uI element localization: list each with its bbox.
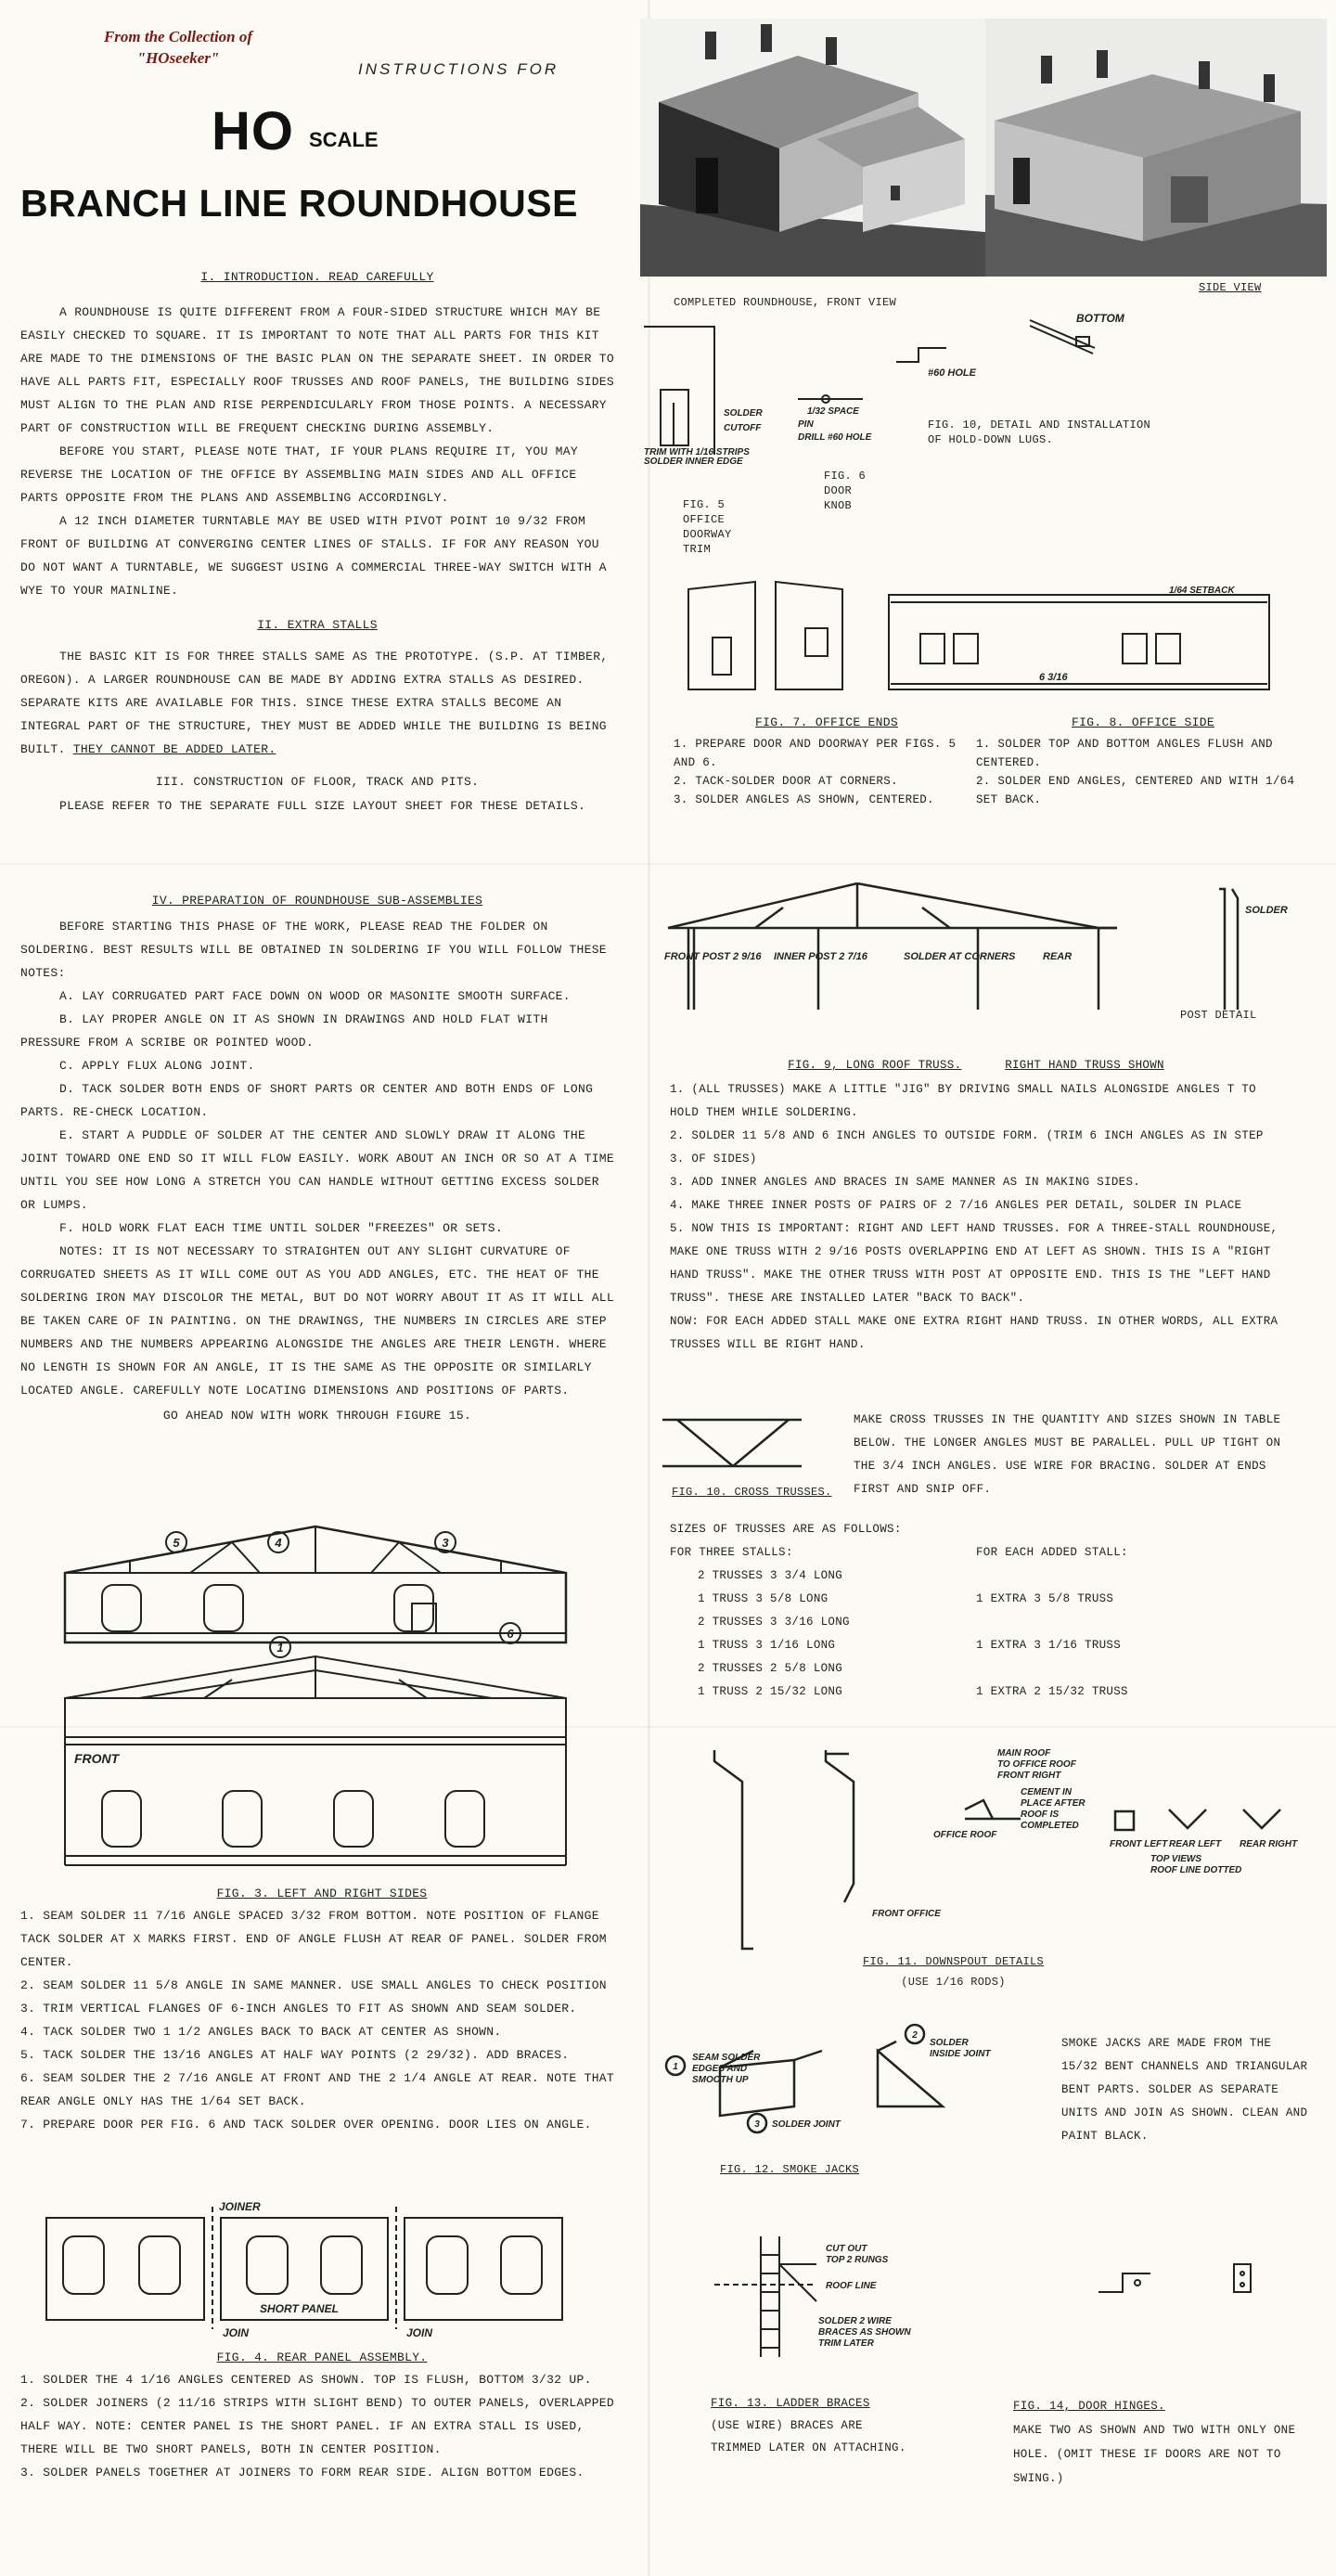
fig3-front-label: FRONT: [74, 1751, 120, 1766]
join-label: JOIN: [406, 2326, 433, 2338]
fig9-caption-2: RIGHT HAND TRUSS SHOWN: [1005, 1059, 1164, 1072]
fig6-caption: FIG. 6 DOOR KNOB: [824, 470, 867, 512]
step-item: 5. NOW THIS IS IMPORTANT: RIGHT AND LEFT HAND TRUSSES. FOR A THREE-STALL ROUNDHOUSE, MAKE ONE TRUSS WITH 2 9/16 POSTS OVERLAPPING END AT LEFT AS SHOWN. THIS IS A "RIGHT HAND TRUSS". MAKE THE OTHER TRUSS WITH POST AT OPPOSITE END. THIS IS THE "LEFT HAND TRUSS". THESE ARE INSTALLED LATER "BACK TO BACK".: [670, 1222, 1278, 1305]
list-item: 1 EXTRA 3 5/8 TRUSS: [976, 1592, 1114, 1605]
fig11-label: PLACE AFTER: [1021, 1798, 1086, 1809]
fig9-label: REAR: [1043, 951, 1073, 962]
step-item: 7. PREPARE DOOR PER FIG. 6 AND TACK SOLDER OVER OPENING. DOOR LIES ON ANGLE.: [20, 2118, 592, 2132]
ho-label: HO: [212, 101, 294, 161]
fig9-block: [670, 1056, 1282, 1357]
fig13-label: TRIM LATER: [818, 2338, 874, 2349]
fig5-caption: FIG. 5 OFFICE DOORWAY TRIM: [683, 498, 732, 556]
fig11-caption-block: [863, 1954, 1044, 1990]
paragraph: THE BASIC KIT IS FOR THREE STALLS SAME AS THE PROTOTYPE. (S.P. AT TIMBER, OREGON). A LARGER ROUNDHOUSE CAN BE MADE BY ADDING EXTRA STALLS AS DESIRED. SEPARATE KITS ARE AVAILABLE FOR THIS. SINCE THESE EXTRA STALLS BECOME AN INTEGRAL PART OF THE STRUCTURE, THEY MUST BE ADDED WHILE THE BUILDING IS BEING BUILT. THEY CANNOT BE ADDED LATER.: [20, 650, 609, 756]
step-item: 2. TACK-SOLDER DOOR AT CORNERS.: [674, 775, 898, 788]
fig10-detail-caption: FIG. 10, DETAIL AND INSTALLATION OF HOLD-DOWN LUGS.: [928, 419, 1151, 446]
instructions-for: INSTRUCTIONS FOR: [358, 60, 559, 78]
fig13-caption: FIG. 13. LADDER BRACES: [711, 2397, 870, 2410]
step-item: 1. SOLDER TOP AND BOTTOM ANGLES FLUSH AND CENTERED.: [976, 738, 1273, 769]
fig12-label: EDGES AND: [692, 2064, 748, 2074]
go-ahead-note: GO AHEAD NOW WITH WORK THROUGH FIGURE 15.: [162, 1409, 472, 1423]
fig8-block: [976, 713, 1310, 809]
fig9-svg: [662, 870, 1312, 1028]
svg-text:2: 2: [912, 2030, 918, 2041]
fig5-fig6-drawing: [640, 325, 891, 469]
front-view-caption: COMPLETED ROUNDHOUSE, FRONT VIEW: [674, 296, 897, 309]
side-view-caption: SIDE VIEW: [1199, 281, 1262, 294]
scale-label: SCALE: [309, 128, 379, 151]
fig14-drawing: [1095, 2255, 1317, 2325]
fig5-label: TRIM WITH 1/16 STRIPS: [644, 447, 750, 457]
fig11-label: FRONT RIGHT: [997, 1771, 1061, 1781]
step-item: 3. ADD INNER ANGLES AND BRACES IN SAME MANNER AS IN MAKING SIDES.: [670, 1176, 1141, 1189]
fig11-label: ROOF IS: [1021, 1810, 1060, 1820]
short-panel-label: SHORT PANEL: [260, 2302, 339, 2315]
fig6-label: DRILL #60 HOLE: [798, 432, 872, 443]
fold-line: [0, 863, 1336, 865]
step-item: 1. PREPARE DOOR AND DOORWAY PER FIGS. 5 AND 6.: [674, 738, 957, 769]
fig6-label: 1/32 SPACE: [807, 406, 859, 417]
fig7-fig8-drawing: [687, 580, 1280, 701]
list-item: 2 TRUSSES 2 5/8 LONG: [698, 1662, 843, 1675]
note-item: F. HOLD WORK FLAT EACH TIME UNTIL SOLDER "FREEZES" OR SETS.: [59, 1221, 503, 1235]
post-detail-label: POST DETAIL: [1180, 1009, 1257, 1022]
fig7-svg: [687, 580, 1280, 696]
fig13-svg: [714, 2227, 993, 2366]
fig13-label: CUT OUT: [826, 2244, 867, 2254]
paragraph: PLEASE REFER TO THE SEPARATE FULL SIZE LAYOUT SHEET FOR THESE DETAILS.: [59, 799, 586, 813]
fig13-drawing: [714, 2227, 993, 2371]
bottom-label: BOTTOM: [1076, 312, 1124, 325]
fig12-text: SMOKE JACKS ARE MADE FROM THE 15/32 BENT CHANNELS AND TRIANGULAR BENT PARTS. SOLDER AS SEPARATE UNITS AND JOIN AS SHOWN. CLEAN AND PAINT BLACK.: [1061, 2037, 1308, 2143]
svg-text:3: 3: [442, 1536, 449, 1550]
fig5-label: CUTOFF: [724, 423, 762, 433]
fig3-caption: FIG. 3. LEFT AND RIGHT SIDES: [216, 1887, 428, 1900]
fig7-steps: [674, 735, 980, 809]
fig14-block: [1013, 2394, 1319, 2491]
fig11-label: TOP VIEWS: [1150, 1854, 1202, 1864]
fig10-svg: [659, 1410, 807, 1485]
page-title: BRANCH LINE ROUNDHOUSE: [20, 182, 578, 225]
fig8-label: 6 3/16: [1039, 672, 1068, 683]
note-item: D. TACK SOLDER BOTH ENDS OF SHORT PARTS OR CENTER AND BOTH ENDS OF LONG PARTS. RE-CHECK LOCATION.: [20, 1082, 594, 1119]
step-item: 1. SEAM SOLDER 11 7/16 ANGLE SPACED 3/32 FROM BOTTOM. NOTE POSITION OF FLANGE TACK SOLDER AT X MARKS FIRST. END OF ANGLE FLUSH AT REAR OF PANEL. SOLDER FROM CENTER.: [20, 1909, 607, 1969]
fig11-label: ROOF LINE DOTTED: [1150, 1865, 1242, 1875]
fig8-label: 1/64 SETBACK: [1169, 586, 1235, 596]
fig11-label: CEMENT IN: [1021, 1787, 1072, 1797]
paragraph: BEFORE STARTING THIS PHASE OF THE WORK, PLEASE READ THE FOLDER ON SOLDERING. BEST RESULTS WILL BE OBTAINED IN SOLDERING IF YOU WILL FOLLOW THESE NOTES:: [20, 920, 607, 980]
fig11-svg: [687, 1745, 1317, 1967]
fig10-detail-svg: [891, 311, 1132, 394]
fig12-label: SOLDER JOINT: [772, 2119, 841, 2130]
notes-paragraph: NOTES: IT IS NOT NECESSARY TO STRAIGHTEN OUT ANY SLIGHT CURVATURE OF CORRUGATED SHEETS AS IT WILL COME OUT AS YOU ADD ANGLES, ETC. THE HEAT OF THE SOLDERING IRON MAY DISCOLOR THE METAL, BUT DO NOT WORRY ABOUT IT AS IT WILL ALL BE TAKEN CARE OF IN PAINTING. ON THE DRAWINGS, THE NUMBERS IN CIRCLES ARE STEP NUMBERS AND THE NUMBERS APPEARING ALONGSIDE THE ANGLES ARE THEIR LENGTH. WHERE NO LENGTH IS SHOWN FOR AN ANGLE, IT IS THE SAME AS THE OPPOSITE OR SIMILARLY LOCATED ANGLE. CAREFULLY NOTE LOCATING DIMENSIONS AND POSITIONS OF PARTS.: [20, 1244, 614, 1397]
fig13-block: [711, 2392, 906, 2459]
fig12-label: SOLDER: [930, 2038, 969, 2048]
step-item: 2. SOLDER END ANGLES, CENTERED AND WITH 1/64 SET BACK.: [976, 775, 1295, 806]
fig4-caption: FIG. 4. REAR PANEL ASSEMBLY.: [216, 2351, 428, 2364]
truss-sizes: [670, 1518, 1301, 1704]
fig12-label: SMOOTH UP: [692, 2075, 749, 2085]
fig4-steps: [20, 2368, 623, 2484]
fig11-label: REAR RIGHT: [1240, 1839, 1298, 1849]
fig14-text: HOLE. (OMIT THESE IF DOORS ARE NOT TO: [1013, 2448, 1281, 2461]
fig11-subcaption: (USE 1/16 RODS): [901, 1976, 1006, 1989]
roundhouse-photo: [640, 19, 985, 277]
fig13-label: ROOF LINE: [826, 2281, 877, 2291]
list-item: 1 EXTRA 3 1/16 TRUSS: [976, 1639, 1122, 1652]
fig10-detail-drawing: [891, 311, 1132, 399]
fig13-text: TRIMMED LATER ON ATTACHING.: [711, 2441, 906, 2454]
fig10-caption: FIG. 10. CROSS TRUSSES.: [672, 1486, 832, 1499]
list-item: 1 TRUSS 3 1/16 LONG: [698, 1639, 836, 1652]
list-item: 1 EXTRA 2 15/32 TRUSS: [976, 1685, 1128, 1698]
paragraph: BEFORE YOU START, PLEASE NOTE THAT, IF YOUR PLANS REQUIRE IT, YOU MAY REVERSE THE LOCATION OF THE OFFICE BY ASSEMBLING MAIN SIDES AND ALL OFFICE PARTS OPPOSITE FROM THE PLANS AND ASSEMBLING ACCORDINGLY.: [20, 444, 578, 505]
fig3-svg: [37, 1522, 594, 1884]
fig9-label: FRONT POST 2 9/16: [664, 951, 762, 962]
note-item: B. LAY PROPER ANGLE ON IT AS SHOWN IN DRAWINGS AND HOLD FLAT WITH PRESSURE FROM A SCRIBE OR POINTED WOOD.: [20, 1012, 548, 1050]
section-title: I. INTRODUCTION. READ CAREFULLY: [200, 270, 434, 284]
step-item: 5. TACK SOLDER THE 13/16 ANGLES AT HALF WAY POINTS (2 29/32). ADD BRACES.: [20, 2048, 570, 2062]
fig5-label: SOLDER: [724, 408, 763, 419]
step-item: 3. SOLDER ANGLES AS SHOWN, CENTERED.: [674, 793, 934, 806]
step-item: NOW: FOR EACH ADDED STALL MAKE ONE EXTRA RIGHT HAND TRUSS. IN OTHER WORDS, ALL EXTRA TRUSSES WILL BE RIGHT HAND.: [670, 1315, 1278, 1351]
svg-text:4: 4: [275, 1536, 282, 1550]
photo-front-view: [640, 19, 985, 277]
step-item: 2. SOLDER 11 5/8 AND 6 INCH ANGLES TO OUTSIDE FORM. (TRIM 6 INCH ANGLES AS IN STEP 3. OF SIDES): [670, 1129, 1264, 1166]
note-item: A. LAY CORRUGATED PART FACE DOWN ON WOOD OR MASONITE SMOOTH SURFACE.: [59, 989, 571, 1003]
fig8-steps: [976, 735, 1310, 809]
section-introduction: [20, 267, 614, 818]
fig3-drawing: [37, 1522, 594, 1888]
step-item: 6. SEAM SOLDER THE 2 7/16 ANGLE AT FRONT AND THE 2 1/4 ANGLE AT REAR. NOTE THAT REAR ANGLE ONLY HAS THE 1/64 SET BACK.: [20, 2071, 614, 2108]
fig7-caption: FIG. 7. OFFICE ENDS: [755, 715, 898, 729]
fig14-text: MAKE TWO AS SHOWN AND TWO WITH ONLY ONE: [1013, 2424, 1296, 2437]
paragraph: A 12 INCH DIAMETER TURNTABLE MAY BE USED WITH PIVOT POINT 10 9/32 FROM FRONT OF BUILDING AT CONVERGING CENTER LINES OF STALLS. IF FOR ANY REASON YOU DO NOT WANT A TURNTABLE, WE SUGGEST USING A COMMERCIAL THREE-WAY SWITCH WITH A WYE TO YOUR MAINLINE.: [20, 514, 607, 598]
fig13-text: (USE WIRE) BRACES ARE: [711, 2419, 863, 2432]
step-item: 1. SOLDER THE 4 1/16 ANGLES CENTERED AS SHOWN. TOP IS FLUSH, BOTTOM 3/32 UP.: [20, 2373, 592, 2387]
section-title: II. EXTRA STALLS: [257, 618, 378, 632]
step-item: 2. SOLDER JOINERS (2 11/16 STRIPS WITH SLIGHT BEND) TO OUTER PANELS, OVERLAPPED HALF WAY. NOTE: CENTER PANEL IS THE SHORT PANEL. IF AN EXTRA STALL IS USED, THERE WILL BE TWO SHORT PANELS, BOTH IN CENTER POSITION.: [20, 2396, 614, 2456]
join-label: JOIN: [223, 2326, 250, 2338]
fig9-label: SOLDER AT CORNERS: [904, 951, 1016, 962]
fig10-text: MAKE CROSS TRUSSES IN THE QUANTITY AND SIZES SHOWN IN TABLE BELOW. THE LONGER ANGLES MUST BE PARALLEL. PULL UP TIGHT ON THE 3/4 INCH ANGLES. USE WIRE FOR BRACING. SOLDER AT ENDS FIRST AND SNIP OFF.: [854, 1413, 1281, 1496]
fig13-label: SOLDER 2 WIRE: [818, 2316, 892, 2326]
note-item: C. APPLY FLUX ALONG JOINT.: [59, 1059, 255, 1073]
fig13-label: TOP 2 RUNGS: [826, 2255, 889, 2265]
list-item: 2 TRUSSES 3 3/4 LONG: [698, 1569, 843, 1582]
fig11-drawing: [687, 1745, 1317, 1972]
photo-side-view: [985, 19, 1327, 277]
fig12-label: SEAM SOLDER: [692, 2053, 761, 2063]
fig12-svg: [664, 2023, 1035, 2144]
three-stall-list: FOR THREE STALLS: 2 TRUSSES 3 3/4 LONG 1 TRUSS 3 5/8 LONG 2 TRUSSES 3 3/16 LONG 1 TRUSS 3 1/16 LONG 2 TRUSSES 2 5/8 LONG 1 TRUSS 2 15/32 LONG: [670, 1541, 976, 1704]
fig9-label: SOLDER: [1245, 905, 1288, 916]
fig5-label: SOLDER INNER EDGE: [644, 457, 743, 464]
svg-text:1: 1: [673, 2062, 678, 2072]
svg-text:5: 5: [173, 1536, 180, 1550]
joiner-label: JOINER: [219, 2200, 261, 2213]
fig14-caption: FIG. 14, DOOR HINGES.: [1013, 2400, 1165, 2413]
fig11-label: MAIN ROOF: [997, 1748, 1051, 1758]
section-title: III. CONSTRUCTION OF FLOOR, TRACK AND PITS.: [155, 775, 480, 789]
step-item: 3. TRIM VERTICAL FLANGES OF 6-INCH ANGLES TO FIT AS SHOWN AND SEAM SOLDER.: [20, 2002, 577, 2016]
hole-label: #60 HOLE: [928, 367, 976, 379]
step-item: 4. TACK SOLDER TWO 1 1/2 ANGLES BACK TO BACK AT CENTER AS SHOWN.: [20, 2025, 502, 2039]
fig3-block: [20, 1884, 623, 2136]
collection-stamp: From the Collection of "HOseeker": [103, 28, 253, 67]
section-preparation: [20, 891, 614, 1426]
fig7-block: [674, 713, 980, 809]
fig4-drawing: [37, 2199, 575, 2343]
step-item: 1. (ALL TRUSSES) MAKE A LITTLE "JIG" BY DRIVING SMALL NAILS ALONGSIDE ANGLES T TO HOLD THEM WHILE SOLDERING.: [670, 1083, 1256, 1119]
fig14-text: SWING.): [1013, 2472, 1064, 2485]
fig11-label: FRONT OFFICE: [872, 1909, 941, 1919]
fig4-block: [20, 2348, 623, 2484]
step-item: 3. SOLDER PANELS TOGETHER AT JOINERS TO FORM REAR SIDE. ALIGN BOTTOM EDGES.: [20, 2466, 584, 2479]
list-item: 1 TRUSS 2 15/32 LONG: [698, 1685, 843, 1698]
fig9-label: INNER POST 2 7/16: [774, 951, 867, 962]
fig11-caption: FIG. 11. DOWNSPOUT DETAILS: [863, 1955, 1045, 1968]
svg-text:3: 3: [754, 2119, 760, 2130]
fig6-label: PIN: [798, 419, 814, 430]
svg-text:6: 6: [507, 1627, 514, 1641]
fig12-label: INSIDE JOINT: [930, 2049, 991, 2059]
fig3-steps: [20, 1904, 623, 2136]
fig10-drawing: [659, 1410, 807, 1489]
step-item: 2. SEAM SOLDER 11 5/8 ANGLE IN SAME MANNER. USE SMALL ANGLES TO CHECK POSITION: [20, 1978, 607, 1992]
fig4-svg: [37, 2199, 575, 2338]
fig14-svg: [1095, 2255, 1317, 2320]
added-stall-list: FOR EACH ADDED STALL: 1 EXTRA 3 5/8 TRUSS 1 EXTRA 3 1/16 TRUSS 1 EXTRA 2 15/32 TRUSS: [976, 1541, 1128, 1704]
svg-text:1: 1: [276, 1641, 284, 1655]
fig11-label: OFFICE ROOF: [933, 1830, 997, 1840]
truss-sizes-title: SIZES OF TRUSSES ARE AS FOLLOWS:: [670, 1523, 902, 1536]
list-item: 2 TRUSSES 3 3/16 LONG: [698, 1616, 850, 1629]
note-item: E. START A PUDDLE OF SOLDER AT THE CENTER AND SLOWLY DRAW IT ALONG THE JOINT TOWARD ONE END SO IT WILL FLOW EASILY. WORK ABOUT AN INCH OR SO AT A TIME UNTIL YOU SEE HOW LONG A STRETCH YOU CAN HANDLE WITHOUT GETTING EXCESS SOLDER OR LUMPS.: [20, 1128, 614, 1212]
fig12-caption: FIG. 12. SMOKE JACKS: [720, 2163, 860, 2176]
fig9-steps: [670, 1078, 1282, 1357]
paragraph: A ROUNDHOUSE IS QUITE DIFFERENT FROM A FOUR-SIDED STRUCTURE WHICH MAY BE EASILY CHECKED TO SQUARE. IT IS IMPORTANT TO NOTE THAT ALL PARTS FOR THIS KIT ARE MADE TO THE DIMENSIONS OF THE BASIC PLAN ON THE SEPARATE SHEET. IN ORDER TO HAVE ALL PARTS FIT, ESPECIALLY ROOF TRUSSES AND ROOF PANELS, THE BUILDING SIDES MUST ALIGN TO THE PLAN AND RISE PERPENDICULARLY FROM THOSE POINTS. A NECESSARY PART OF CONSTRUCTION WILL BE FREQUENT CHECKING DURING ASSEMBLY.: [20, 305, 614, 435]
fig11-label: REAR LEFT: [1169, 1839, 1222, 1849]
roundhouse-photo: [985, 19, 1327, 277]
fig11-label: FRONT LEFT: [1110, 1839, 1168, 1849]
fig12-drawing: [664, 2023, 1035, 2148]
fig9-caption: FIG. 9, LONG ROOF TRUSS.: [788, 1059, 962, 1072]
fig5-svg: [640, 325, 891, 464]
list-item: 1 TRUSS 3 5/8 LONG: [698, 1592, 829, 1605]
fig11-label: COMPLETED: [1021, 1821, 1079, 1831]
section-title: IV. PREPARATION OF ROUNDHOUSE SUB-ASSEMBLIES: [151, 894, 483, 908]
fig11-label: TO OFFICE ROOF: [997, 1759, 1076, 1770]
fig13-label: BRACES AS SHOWN: [818, 2327, 911, 2338]
fig8-caption: FIG. 8. OFFICE SIDE: [1072, 715, 1214, 729]
step-item: 4. MAKE THREE INNER POSTS OF PAIRS OF 2 7/16 ANGLES PER DETAIL, SOLDER IN PLACE: [670, 1199, 1242, 1212]
